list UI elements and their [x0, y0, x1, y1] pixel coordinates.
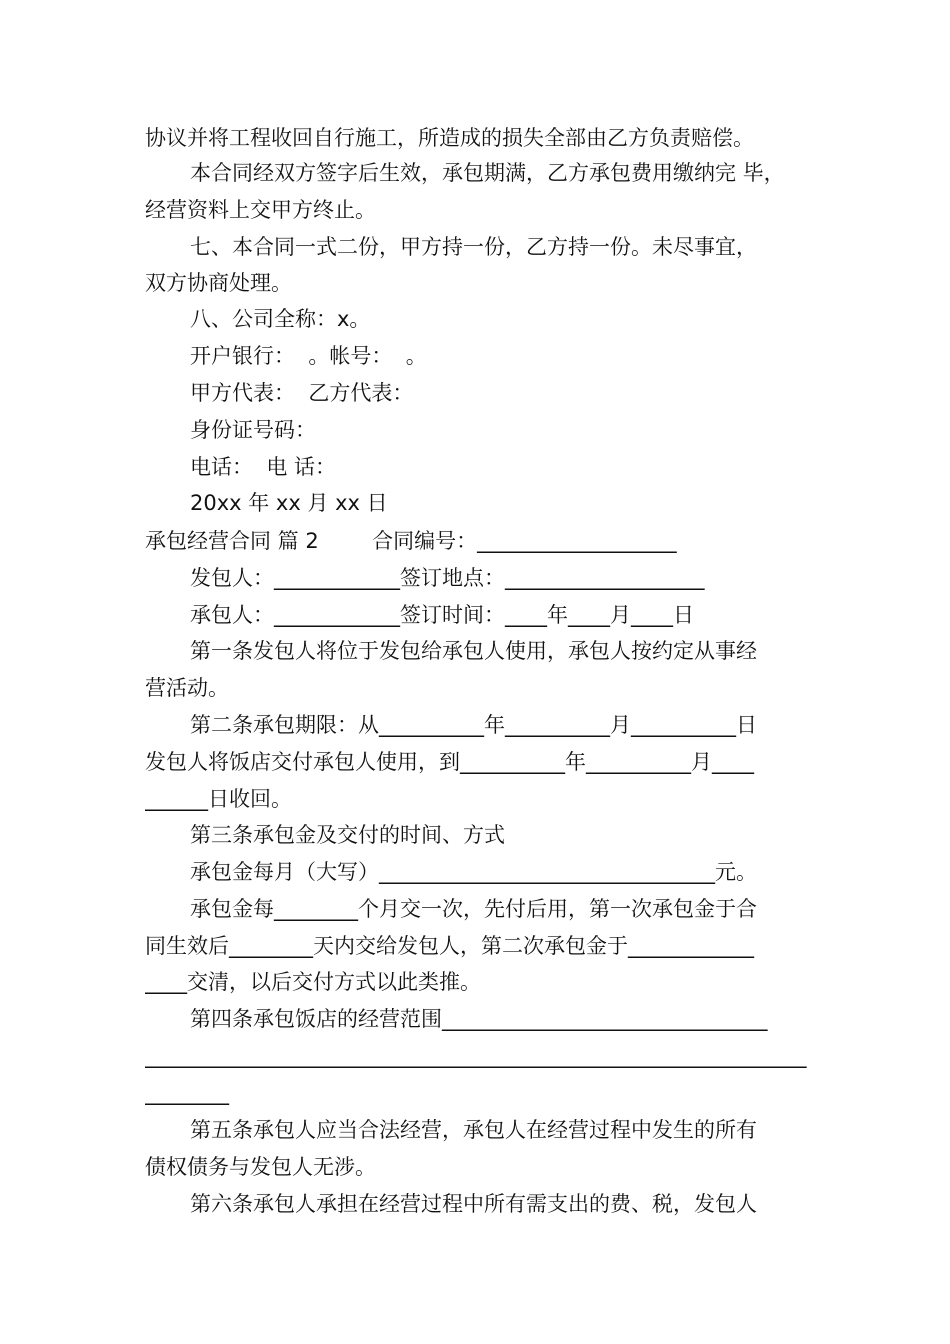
- body-line: 协议并将工程收回自行施工，所造成的损失全部由乙方负责赔偿。: [145, 126, 754, 150]
- body-line: 甲方代表： 乙方代表：: [190, 381, 414, 405]
- body-line: 八、公司全称：x。: [190, 307, 371, 331]
- body-line: 七、本合同一式二份，甲方持一份，乙方持一份。未尽事宜，: [190, 235, 757, 259]
- body-line: 电话： 电 话：: [190, 455, 337, 479]
- section-heading: 承包经营合同 篇 2 合同编号：___________________: [145, 529, 677, 553]
- body-line: 第五条承包人应当合法经营，承包人在经营过程中发生的所有: [190, 1118, 757, 1142]
- body-line: ____交清，以后交付方式以此类推。: [145, 970, 481, 994]
- body-line: _______________________________________________________________: [145, 1044, 807, 1068]
- body-line: 开户银行： 。帐号： 。: [190, 344, 427, 368]
- date-line: 20xx 年 xx 月 xx 日: [190, 491, 388, 515]
- body-line: 第二条承包期限：从__________年__________月__________日: [190, 713, 757, 737]
- body-line: ______日收回。: [145, 787, 292, 811]
- body-line: 双方协商处理。: [145, 271, 292, 295]
- body-line: ________: [145, 1081, 229, 1105]
- body-line: 发包人将饭店交付承包人使用，到__________年__________月____: [145, 750, 754, 774]
- body-line: 发包人：____________签订地点：___________________: [190, 566, 705, 590]
- body-line: 营活动。: [145, 676, 229, 700]
- body-line: 身份证号码：: [190, 418, 316, 442]
- body-line: 第六条承包人承担在经营过程中所有需支出的费、税，发包人: [190, 1192, 757, 1216]
- body-line: 同生效后________天内交给发包人，第二次承包金于____________: [145, 934, 754, 958]
- body-line: 经营资料上交甲方终止。: [145, 198, 376, 222]
- body-line: 本合同经双方签字后生效，承包期满，乙方承包费用缴纳完 毕，: [190, 161, 785, 185]
- body-line: 债权债务与发包人无涉。: [145, 1155, 376, 1179]
- body-line: 第一条发包人将位于发包给承包人使用，承包人按约定从事经: [190, 639, 757, 663]
- body-line: 承包人：____________签订时间：____年____月____日: [190, 603, 694, 627]
- body-line: 第四条承包饭店的经营范围_______________________________: [190, 1007, 768, 1031]
- body-line: 承包金每月（大写）________________________________元。: [190, 860, 757, 884]
- body-line: 第三条承包金及交付的时间、方式: [190, 823, 505, 847]
- body-line: 承包金每________个月交一次，先付后用，第一次承包金于合: [190, 897, 757, 921]
